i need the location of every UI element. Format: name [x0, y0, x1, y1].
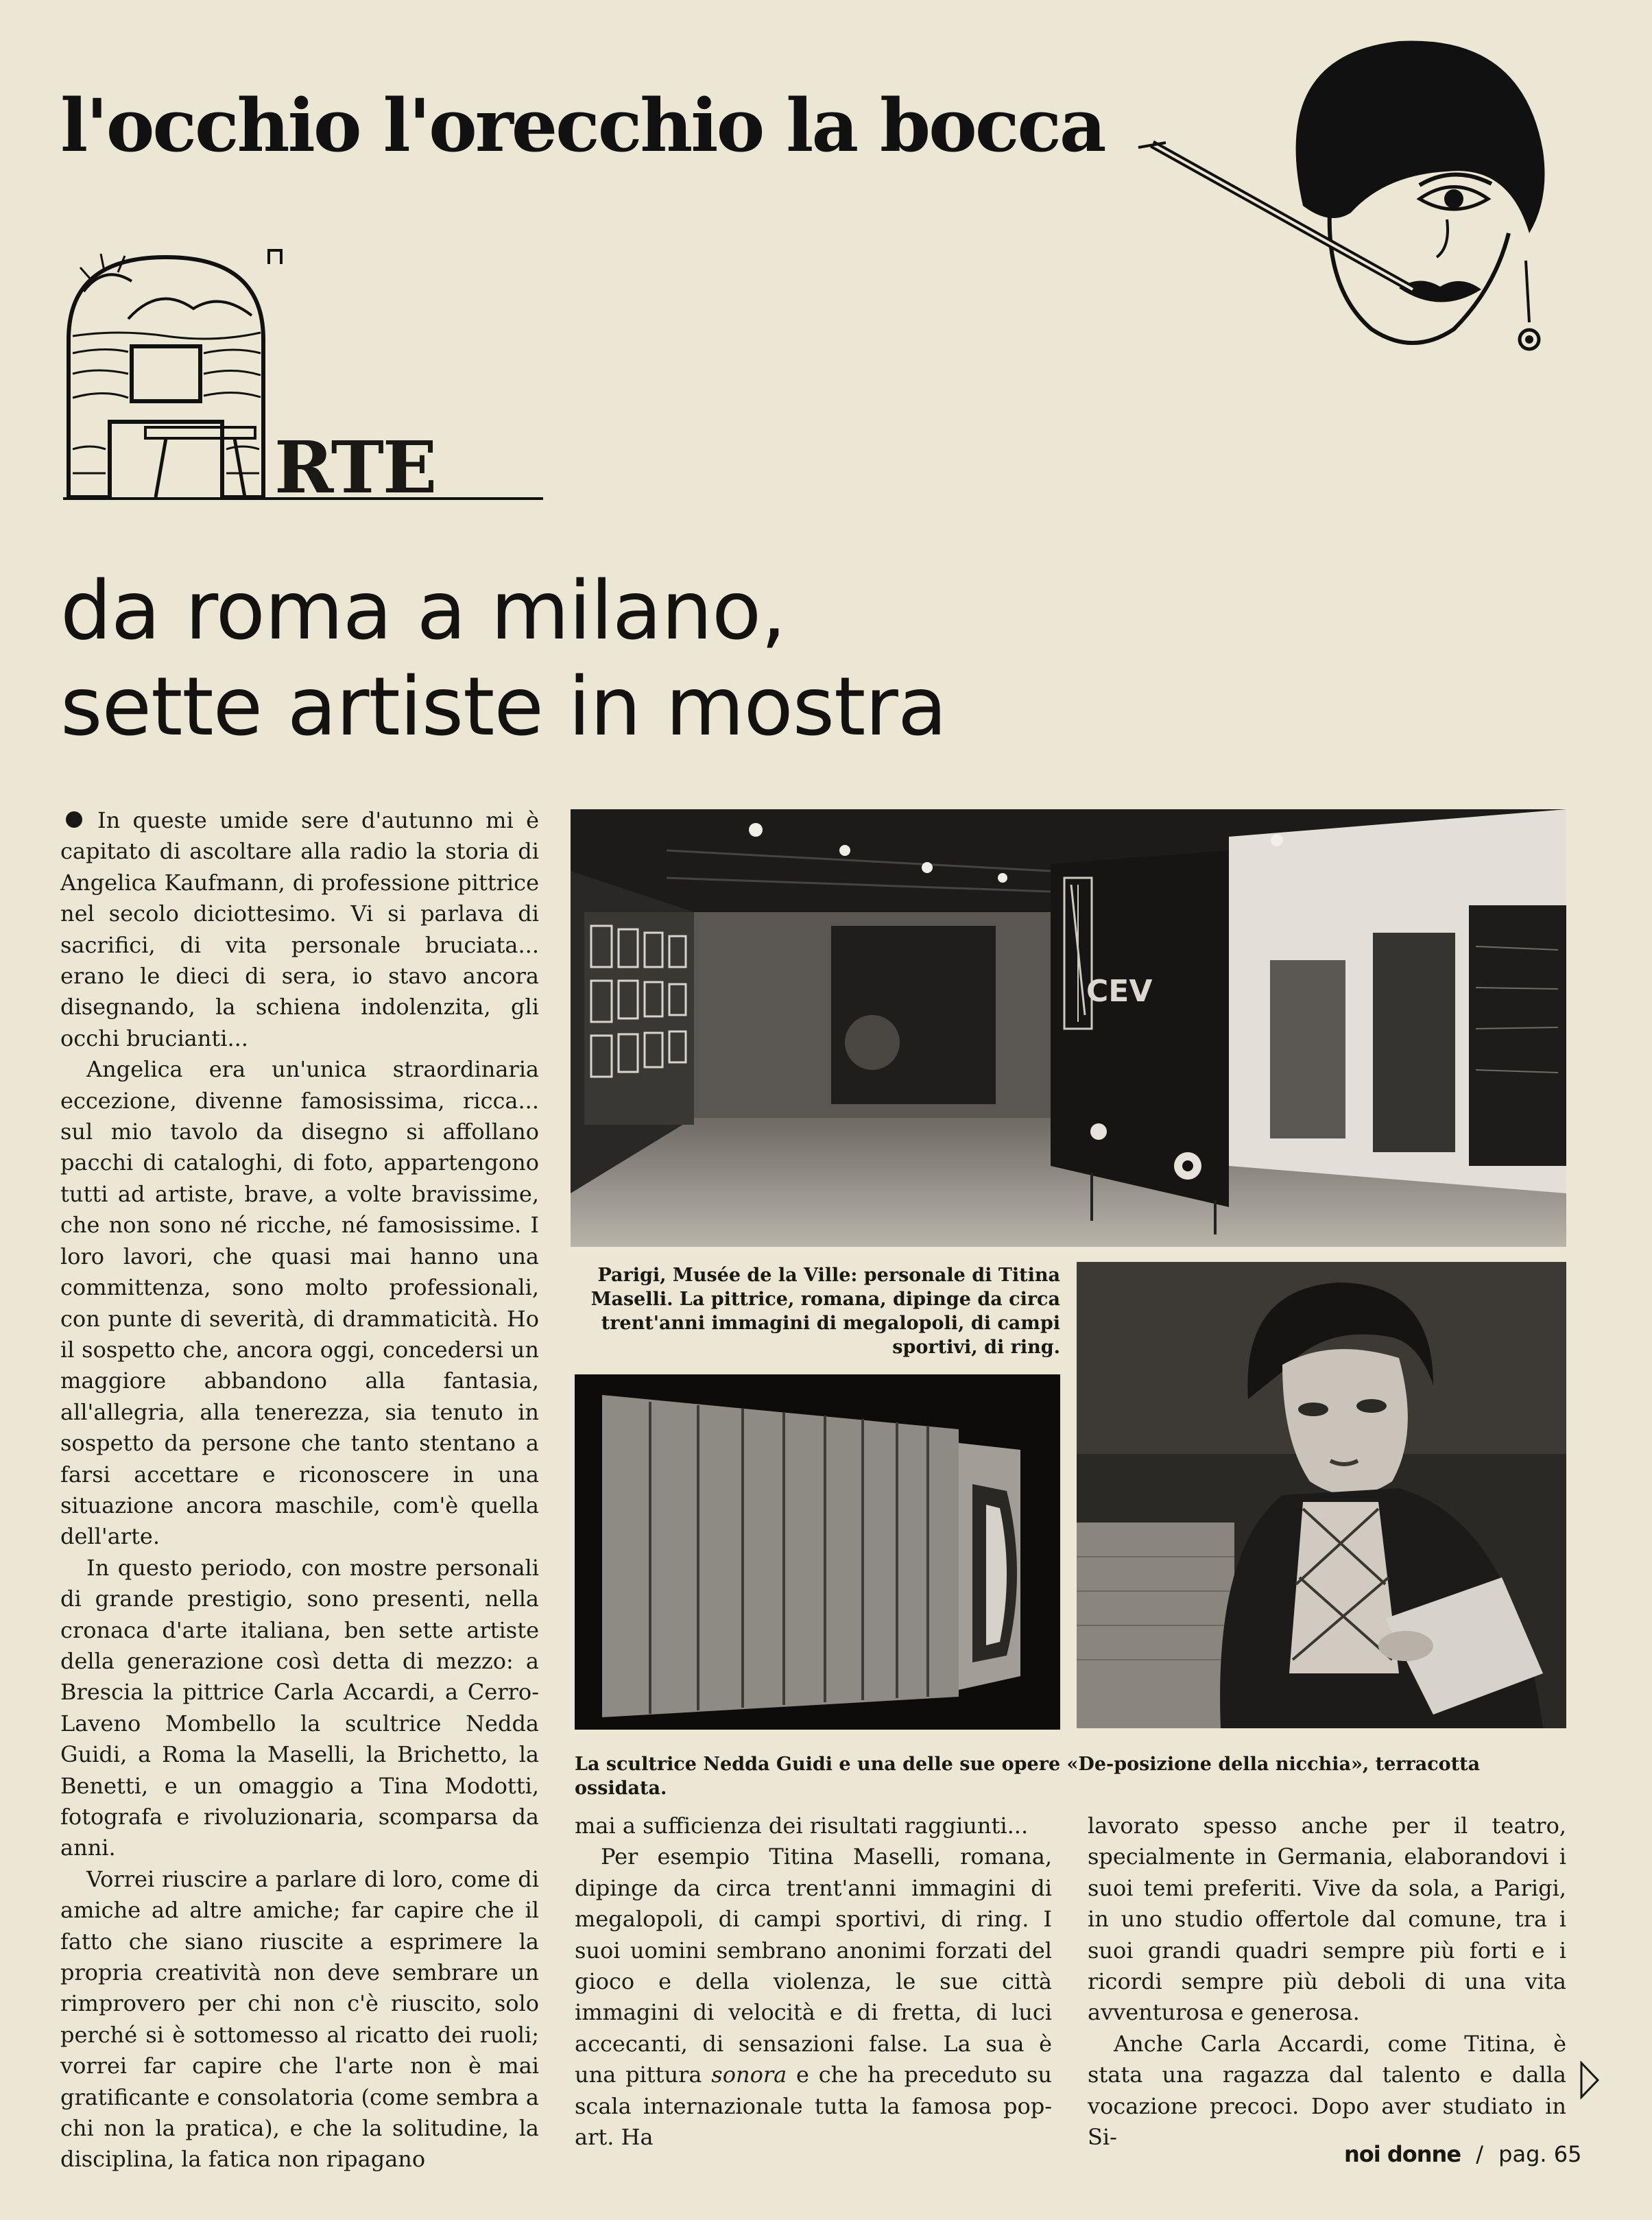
photo-sculpture	[575, 1374, 1060, 1730]
painting-label: CEV	[1086, 974, 1153, 1009]
paragraph: Angelica era un'unica straordinaria eccezione, divenne famosissima, ricca... sul mio tavolo da disegno si affollano pacchi di cataloghi, di foto, appartengono tutti ad artiste, brave, a volte bravissime, che non sono né ricche, né famosissime. I loro lavori, che quasi mai hanno una committenza, sono molto professionali, con punte di severità, di drammaticità. Ho il sospetto che, ancora oggi, concedersi un maggiore abbandono alla fantasia, all'allegria, alla tenerezza, sia tenuto in sospetto da persone che tanto stentano a farsi accettare e riconoscere in una situazione ancora maschile, com'è quella dell'arte.	[60, 1056, 539, 1550]
paragraph: Anche Carla Accardi, come Titina, è stata una ragazza dal talento e dalla vocazione precoci. Dopo aver studiato in Si-	[1088, 2030, 1566, 2151]
paragraph: lavorato spesso anche per il teatro, specialmente in Germania, elaborandovi i suoi temi preferiti. Vive da sola, a Parigi, in uno studio offertole dal comune, tra i suoi grandi quadri sempre più forti e i ricordi sempre più deboli di una vita avventurosa e generosa.	[1088, 1813, 1566, 2026]
caption-paris: Parigi, Musée de la Ville: personale di Titina Maselli. La pittrice, romana, dipinge da circa trent'anni immagini di megalopoli, di campi sportivi, di ring.	[590, 1265, 1060, 1358]
page-footer	[1344, 2141, 1581, 2167]
continue-arrow-icon	[1579, 2061, 1600, 2099]
photo-paris-gallery	[571, 809, 1566, 1247]
caption-sculptor: La scultrice Nedda Guidi e una delle sue opere «De-posizione della nicchia», terracotta ossidata.	[575, 1754, 1481, 1799]
photo-portrait	[1077, 1262, 1566, 1728]
face-illustration-icon	[1125, 27, 1564, 384]
paragraph: In queste umide sere d'autunno mi è capitato di ascoltare alla radio la storia di Angelica Kaufmann, di professione pittrice nel secolo diciottesimo. Vi si parlava di sacrifici, di vita personale bruciata... erano le dieci di sera, io stavo ancora disegnando, la schiena indolenzita, gli occhi brucianti...	[60, 807, 539, 1051]
page-number: pag. 65	[1498, 2141, 1582, 2167]
paragraph: Vorrei riuscire a parlare di loro, come di amiche ad altre amiche; far capire che il fatto che siano riuscite a esprimere la propria creatività non deve sembrare un rimprovero per chi non c'è riuscito, solo perché si è sottomesso al ricatto dei ruoli; vorrei far capire che l'arte non è mai gratificante e consolatoria (come sembra a chi non la pratica), e che la solitudine, la disciplina, la fatica non ripagano	[60, 1865, 539, 2173]
arte-section-letters: RTE	[274, 425, 436, 510]
headline-line-2: sette artiste in mostra	[60, 659, 947, 754]
paragraph: mai a sufficienza dei risultati raggiunti...	[575, 1813, 1029, 1839]
magazine-name: noi donne	[1344, 2141, 1461, 2167]
headline	[60, 562, 946, 754]
article-column-2	[575, 1811, 1052, 2153]
bullet-icon	[66, 811, 82, 828]
headline-line-1: da roma a milano,	[60, 563, 786, 658]
paragraph: Per esempio Titina Maselli, romana, dipinge da circa trent'anni immagini di megalopoli, di campi sportivi, di ring. I suoi uomini sembrano anonimi forzati del gioco e della violenza, le sue città immagini di velocità e di fretta, di luci accecanti, di sensazioni false. La sua è una pittura sonora e che ha preceduto su scala internazionale tutta la famosa pop-art. Ha	[575, 1843, 1053, 2151]
paragraph: In questo periodo, con mostre personali di grande prestigio, sono presenti, nella cronaca d'arte italiana, ben sette artiste della generazione così detta di mezzo: a Brescia la pittrice Carla Accardi, a Cerro-Laveno Mombello la scultrice Nedda Guidi, a Roma la Maselli, la Brichetto, la Benetti, e un omaggio a Tina Modotti, fotografa e rivoluzionaria, scomparsa da anni.	[60, 1554, 539, 1861]
footer-separator: /	[1476, 2141, 1483, 2167]
article-column-3	[1088, 1811, 1566, 2153]
article-column-1	[60, 805, 539, 2175]
column-title: l'occhio l'orecchio la bocca	[60, 82, 1105, 168]
